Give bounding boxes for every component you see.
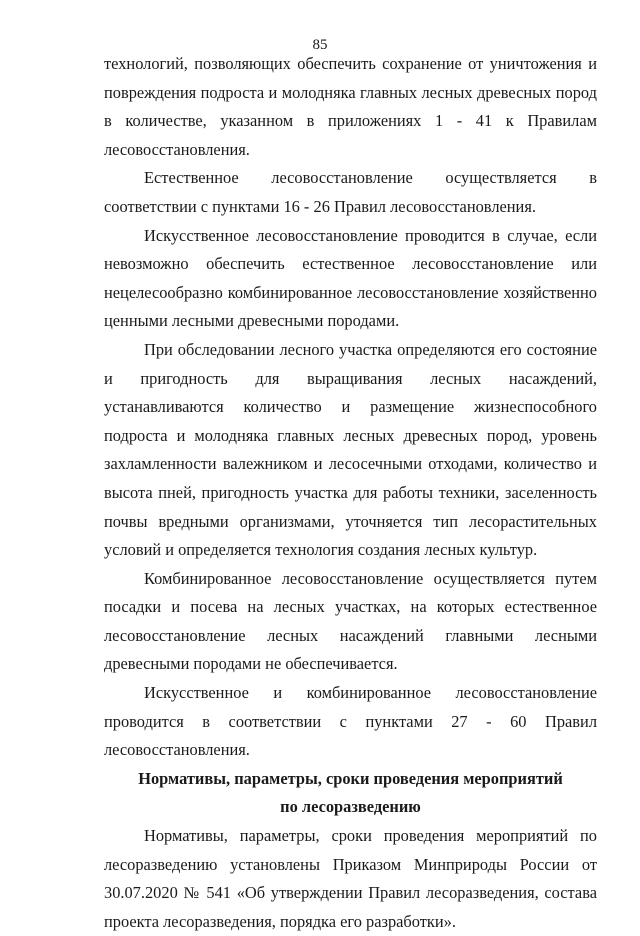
- section-heading: [104, 765, 597, 822]
- paragraph-reforestation-rules: Искусственное и комбинированное лесовосстановление проводится в соответствии с пунктами 27 - 60 Правил лесовосстановления.: [104, 683, 597, 760]
- paragraph-continuation: технологий, позволяющих обеспечить сохранение от уничтожения и повреждения подроста и молодняка главных лесных древесных пород в количестве, указанном в приложениях 1 - 41 к Правилам лесовосстановления.: [104, 54, 597, 159]
- section-heading-line-1: Нормативы, параметры, сроки проведения мероприятий: [138, 768, 563, 788]
- paragraph-site-survey: При обследовании лесного участка определяются его состояние и пригодность для выращивания лесных насаждений, устанавливаются количество и размещение жизнеспособного подроста и молодняка главных лесных древесных пород, уровень захламленности валежником и лесосечными отходами, количество и высота пней, пригодность участка для работы техники, заселенность почвы вредными организмами, уточняется тип лесорастительных условий и определяется технология создания лесных культур.: [104, 339, 597, 560]
- document-body: [104, 50, 597, 936]
- paragraph-afforestation-standards: Нормативы, параметры, сроки проведения мероприятий по лесоразведению установлены Приказом Минприроды России от 30.07.2020 № 541 «Об утверждении Правил лесоразведения, состава проекта лесоразведения, порядка его разработки».: [104, 826, 597, 931]
- section-heading-line-2: по лесоразведению: [280, 797, 421, 817]
- paragraph-combined-reforestation: Комбинированное лесовосстановление осуществляется путем посадки и посева на лесных участках, на которых естественное лесовосстановление лесных насаждений главными лесными древесными породами не обеспечивается.: [104, 568, 597, 674]
- paragraph-artificial-reforestation: Искусственное лесовосстановление проводится в случае, если невозможно обеспечить естественное лесовосстановление или нецелесообразно комбинированное лесовосстановление хозяйственно ценными лесными древесными породами.: [104, 225, 597, 331]
- page-number: 85: [312, 37, 328, 53]
- paragraph-natural-reforestation: Естественное лесовосстановление осуществляется в соответствии с пунктами 16 - 26 Правил лесовосстановления.: [104, 168, 597, 216]
